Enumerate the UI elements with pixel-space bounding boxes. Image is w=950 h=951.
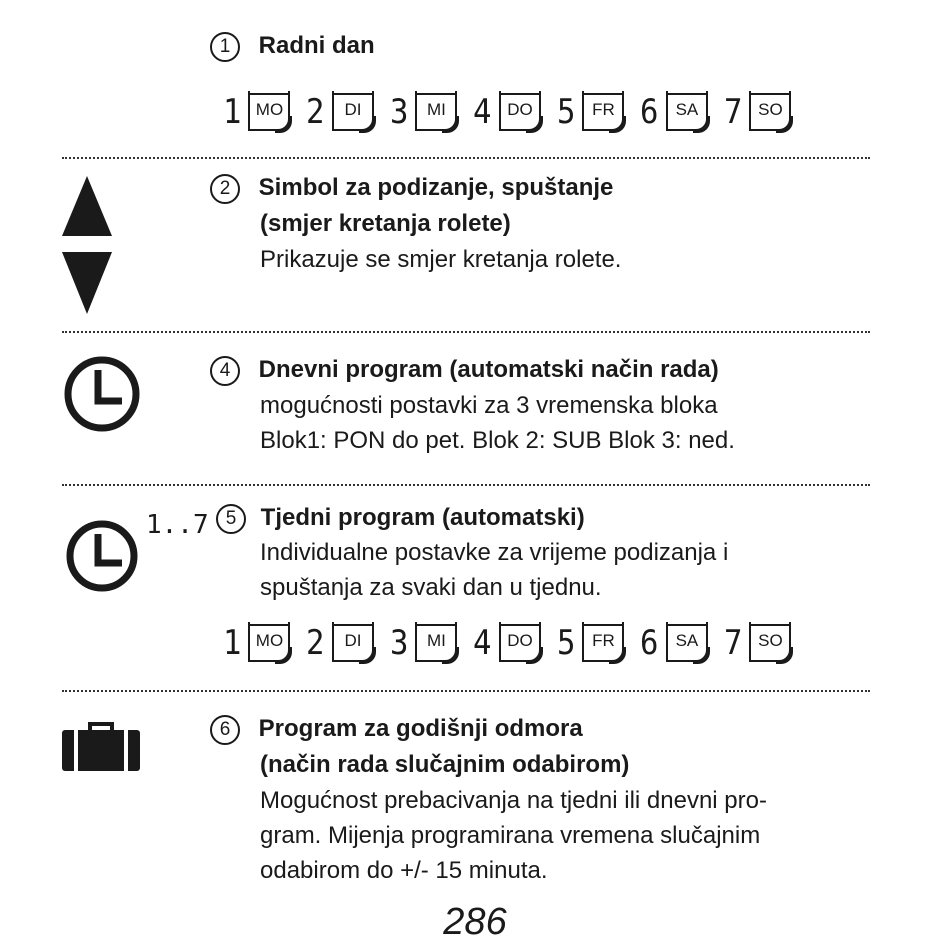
clock-icon bbox=[62, 354, 142, 434]
day-box: SA bbox=[666, 93, 708, 131]
section-2-heading bbox=[210, 170, 613, 206]
day-indicator bbox=[723, 92, 791, 132]
day-box: DI bbox=[332, 624, 374, 662]
day-indicator bbox=[305, 623, 373, 663]
section-text: Individualne postavke za vrijeme podizanja i bbox=[260, 539, 729, 566]
item-number: 5 bbox=[216, 504, 246, 534]
day-box: MO bbox=[248, 624, 290, 662]
day-digit: 6 bbox=[640, 92, 659, 132]
item-number: 2 bbox=[210, 174, 240, 204]
weekday-row-1 bbox=[222, 89, 806, 135]
section-1-heading bbox=[210, 28, 375, 64]
day-box: MI bbox=[415, 624, 457, 662]
day-digit: 3 bbox=[389, 623, 409, 663]
divider bbox=[62, 484, 870, 486]
day-box: FR bbox=[582, 93, 624, 131]
day-box: SA bbox=[666, 624, 708, 662]
weekly-range-label: 1..7 bbox=[146, 510, 209, 540]
up-down-arrows-icon bbox=[62, 176, 112, 316]
section-text: odabirom do +/- 15 minuta. bbox=[260, 857, 548, 884]
day-digit: 6 bbox=[640, 623, 659, 663]
day-box: SO bbox=[749, 624, 791, 662]
section-text: Blok1: PON do pet. Blok 2: SUB Blok 3: ned. bbox=[260, 427, 735, 454]
section-subtitle: (način rada slučajnim odabirom) bbox=[260, 751, 630, 778]
day-digit: 5 bbox=[556, 92, 576, 132]
divider bbox=[62, 690, 870, 692]
weekday-row-2 bbox=[222, 620, 806, 666]
day-box: FR bbox=[582, 624, 624, 662]
day-indicator bbox=[556, 623, 624, 663]
day-indicator bbox=[389, 623, 457, 663]
day-box: SO bbox=[749, 93, 791, 131]
day-indicator bbox=[472, 623, 540, 663]
item-number: 1 bbox=[210, 32, 240, 62]
section-4-heading bbox=[210, 352, 719, 388]
divider bbox=[62, 331, 870, 333]
day-indicator bbox=[639, 92, 707, 132]
item-number: 6 bbox=[210, 715, 240, 745]
section-text: gram. Mijenja programirana vremena slučajnim bbox=[260, 822, 761, 849]
section-5-heading bbox=[216, 500, 585, 536]
day-indicator bbox=[222, 92, 290, 132]
day-box: DI bbox=[332, 93, 374, 131]
suitcase-icon bbox=[62, 722, 140, 772]
day-digit: 7 bbox=[723, 623, 743, 663]
page-number: 286 bbox=[443, 901, 507, 943]
day-digit: 2 bbox=[306, 623, 325, 663]
divider bbox=[62, 157, 870, 159]
day-box: DO bbox=[499, 93, 541, 131]
day-indicator bbox=[556, 92, 624, 132]
section-6-heading bbox=[210, 711, 583, 747]
day-indicator bbox=[639, 623, 707, 663]
day-digit: 4 bbox=[473, 623, 492, 663]
day-indicator bbox=[222, 623, 290, 663]
section-title: Simbol za podizanje, spuštanje bbox=[258, 174, 614, 201]
item-number: 4 bbox=[210, 356, 240, 386]
section-text: Prikazuje se smjer kretanja rolete. bbox=[260, 246, 622, 273]
day-indicator bbox=[723, 623, 791, 663]
section-text: spuštanja za svaki dan u tjednu. bbox=[260, 574, 602, 601]
day-digit: 5 bbox=[556, 623, 576, 663]
day-indicator bbox=[472, 92, 540, 132]
day-indicator bbox=[305, 92, 373, 132]
section-subtitle: (smjer kretanja rolete) bbox=[260, 210, 511, 237]
day-box: MI bbox=[415, 93, 457, 131]
day-box: DO bbox=[499, 624, 541, 662]
day-digit: 1 bbox=[223, 92, 242, 132]
section-title: Program za godišnji odmora bbox=[258, 715, 583, 742]
section-title: Tjedni program (automatski) bbox=[260, 504, 585, 531]
day-indicator bbox=[389, 92, 457, 132]
section-text: Mogućnost prebacivanja na tjedni ili dnevni pro- bbox=[260, 787, 767, 814]
day-digit: 1 bbox=[223, 623, 242, 663]
day-box: MO bbox=[248, 93, 290, 131]
section-text: mogućnosti postavki za 3 vremenska bloka bbox=[260, 392, 718, 419]
section-title: Radni dan bbox=[258, 32, 375, 59]
day-digit: 7 bbox=[723, 92, 743, 132]
section-title: Dnevni program (automatski način rada) bbox=[258, 356, 719, 383]
day-digit: 4 bbox=[473, 92, 492, 132]
day-digit: 2 bbox=[306, 92, 325, 132]
day-digit: 3 bbox=[389, 92, 409, 132]
